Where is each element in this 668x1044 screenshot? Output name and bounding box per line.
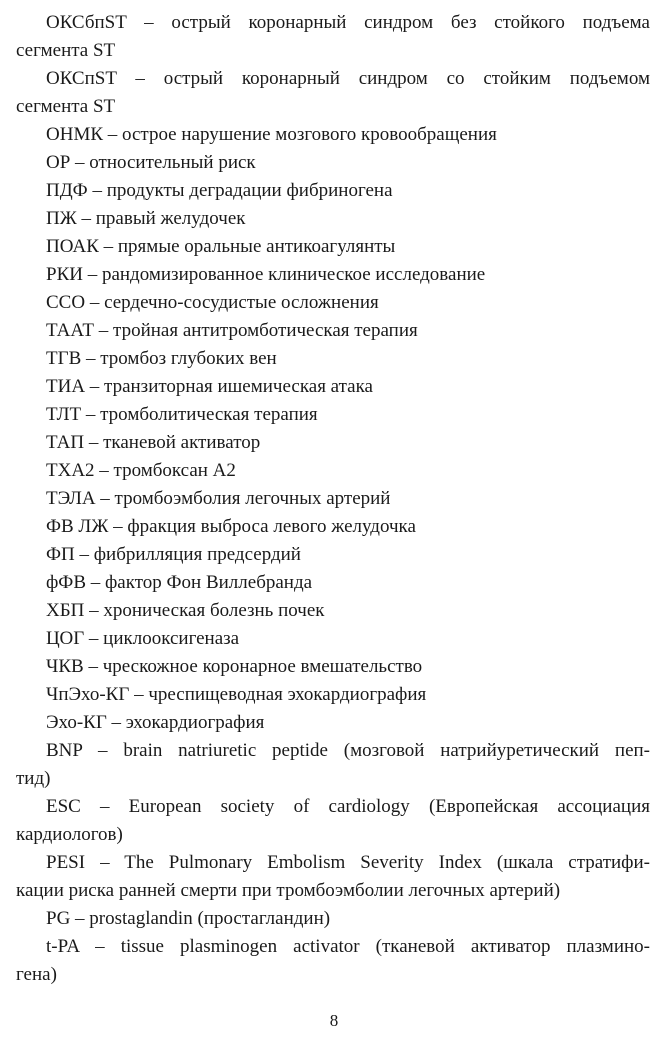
entry-line: ПЖ – правый желудочек xyxy=(46,208,246,229)
abbreviation-entry xyxy=(16,933,650,989)
page-number: 8 xyxy=(329,1011,339,1030)
abbreviation-entry xyxy=(16,541,650,569)
entry-line: ТГВ – тромбоз глубоких вен xyxy=(46,348,277,369)
entry-line: ТИА – транзиторная ишемическая атака xyxy=(46,376,373,397)
abbreviation-entry xyxy=(16,149,650,177)
abbreviation-entry xyxy=(16,317,650,345)
abbreviation-entry xyxy=(16,261,650,289)
abbreviation-entry xyxy=(16,65,650,121)
entry-line: ТААТ – тройная антитромботическая терапия xyxy=(46,320,418,341)
abbreviation-entry xyxy=(16,457,650,485)
abbreviation-entry xyxy=(16,177,650,205)
abbreviation-entry xyxy=(16,289,650,317)
entry-line: ESC – European society of cardiology (Европейская ассоциация xyxy=(46,796,650,817)
entry-line: ФВ ЛЖ – фракция выброса левого желудочка xyxy=(46,516,416,537)
entry-line: ХБП – хроническая болезнь почек xyxy=(46,600,325,621)
entry-line: PESI – The Pulmonary Embolism Severity Index (шкала стратифи- xyxy=(46,852,650,873)
abbreviation-entry xyxy=(16,793,650,849)
entry-line: ТХА2 – тромбоксан А2 xyxy=(46,460,236,481)
entry-line: ФП – фибрилляция предсердий xyxy=(46,544,301,565)
abbreviation-entry xyxy=(16,597,650,625)
entry-line: ЧКВ – чрескожное коронарное вмешательство xyxy=(46,656,423,677)
abbreviation-entry xyxy=(16,401,650,429)
abbreviation-entry xyxy=(16,205,650,233)
abbreviation-entry xyxy=(16,849,650,905)
abbreviation-entry xyxy=(16,373,650,401)
entry-line: ОНМК – острое нарушение мозгового кровообращения xyxy=(46,124,497,145)
entry-line: Эхо-КГ – эхокардиография xyxy=(46,712,265,733)
abbreviation-entry xyxy=(16,653,650,681)
entry-line: PG – prostaglandin (простагландин) xyxy=(46,908,331,929)
abbreviation-entry xyxy=(16,737,650,793)
entry-line: фФВ – фактор Фон Виллебранда xyxy=(46,572,313,593)
entry-continuation-line: гена) xyxy=(16,964,57,985)
abbreviation-entry xyxy=(16,905,650,933)
abbreviation-entry xyxy=(16,233,650,261)
entry-continuation-line: сегмента ST xyxy=(16,96,116,117)
abbreviation-entry xyxy=(16,513,650,541)
abbreviation-entry xyxy=(16,681,650,709)
entry-line: ЦОГ – циклооксигеназа xyxy=(46,628,240,649)
abbreviation-list xyxy=(16,9,650,989)
abbreviation-entry xyxy=(16,485,650,513)
entry-line: ССО – сердечно-сосудистые осложнения xyxy=(46,292,379,313)
abbreviation-entry xyxy=(16,625,650,653)
entry-line: РКИ – рандомизированное клиническое исследование xyxy=(46,264,486,285)
abbreviation-entry xyxy=(16,345,650,373)
entry-line: ОКСпST – острый коронарный синдром со стойким подъемом xyxy=(46,68,650,89)
abbreviation-entry xyxy=(16,429,650,457)
entry-line: ОР – относительный риск xyxy=(46,152,256,173)
entry-line: BNP – brain natriuretic peptide (мозговой натрийуретический пеп- xyxy=(46,740,650,761)
entry-continuation-line: кации риска ранней смерти при тромбоэмболии легочных артерий) xyxy=(16,880,561,901)
entry-line: ЧпЭхо-КГ – чреспищеводная эхокардиография xyxy=(46,684,427,705)
entry-continuation-line: кардиологов) xyxy=(16,824,123,845)
entry-line: ТАП – тканевой активатор xyxy=(46,432,261,453)
abbreviation-entry xyxy=(16,121,650,149)
entry-line: ПОАК – прямые оральные антикоагулянты xyxy=(46,236,396,257)
entry-continuation-line: тид) xyxy=(16,768,51,789)
document-page xyxy=(16,0,650,989)
entry-continuation-line: сегмента ST xyxy=(16,40,116,61)
entry-line: t-PA – tissue plasminogen activator (тканевой активатор плазмино- xyxy=(46,936,650,957)
abbreviation-entry xyxy=(16,709,650,737)
entry-line: ТЛТ – тромболитическая терапия xyxy=(46,404,318,425)
abbreviation-entry xyxy=(16,569,650,597)
entry-line: ТЭЛА – тромбоэмболия легочных артерий xyxy=(46,488,391,509)
abbreviation-entry xyxy=(16,9,650,65)
entry-line: ПДФ – продукты деградации фибриногена xyxy=(46,180,393,201)
entry-line: ОКСбпST – острый коронарный синдром без стойкого подъема xyxy=(46,12,650,33)
